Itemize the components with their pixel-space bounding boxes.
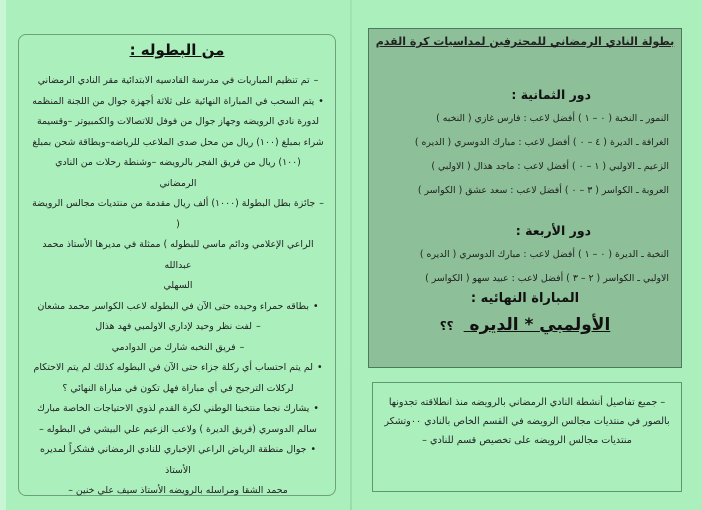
list-item: الرمضاني — [159, 177, 197, 189]
match-row: الغرافة ـ الديرة ( ٤ – ٠ ) أفضل لاعب : مبارك الدوسري ( الديره ) — [414, 137, 669, 148]
list-item: –لفت نظر وحيد لإداري الاولمبي فهد هذال — [95, 321, 261, 332]
note-line: بالصور في منتديات مجالس الرويضه في القسم الخاص بالنادي ٠٠وتشكر — [384, 416, 670, 427]
list-item: لركلات الترجيح في أي مباراة فهل تكون في مباراة النهائي ؟ — [62, 382, 294, 394]
match-row: النمور ـ النخبة ( ٠ – ١ ) أفضل لاعب : فارس غازي ( النخبه ) — [436, 113, 669, 124]
match-row: الزعيم ـ الاولبي ( ١ – ٠ ) أفضل لاعب : ماجد هذال ( الاولبي ) — [431, 161, 669, 172]
list-item: الراعي الإعلامي ودائم ماسي للبطوله ) ممثلة في مديرها الأستاذ محمد عبدالله — [42, 239, 314, 271]
list-item: –جائزة بطل البطولة (١٠٠٠) ألف ريال مقدمة من منتديات مجالس الرويضة ( — [32, 198, 324, 230]
list-item: •بطاقه حمراء وحيده حتى الآن في البطوله لاعب الكواسر محمد مشعان — [37, 300, 319, 312]
final-teams-text: الأولمبي * الديره — [469, 315, 611, 335]
list-item: •يشارك نجما منتخبنا الوطني لكرة القدم لذوي الاحتياجات الخاصة مبارك — [37, 403, 319, 414]
final-question: ؟؟ — [439, 319, 454, 333]
list-item: –تم تنظيم المباريات في مدرسة القادسيه الابتدائية مقر النادي الرمضاني — [37, 75, 319, 86]
match-row: الاولبي ـ الكواسر ( ٢ – ٣ ) أفضل لاعب : عبيد سهو ( الكواسر ) — [425, 273, 669, 284]
facts-list — [31, 71, 325, 502]
forum-note-panel — [372, 382, 682, 492]
list-item: السهلي — [163, 280, 193, 291]
final-title: المباراة النهائيه : — [470, 291, 580, 306]
list-item: –فريق النخبه شارك من الدوادمي — [111, 341, 245, 353]
quarter-final-title: دور الثمانية : — [511, 87, 591, 102]
facts-title: من البطوله : — [129, 41, 225, 59]
match-row: العروبة ـ الكواسر ( ٣ – ٠ ) أفضل لاعب : سعد عشق ( الكواسر ) — [417, 185, 669, 196]
note-line: – جميع تفاصيل أنشطة النادي الرمضاني بالرويضه منذ انطلاقته تجدونها — [388, 397, 666, 408]
final-teams — [369, 315, 681, 335]
scan-edge — [0, 0, 6, 510]
list-item: شراء بمبلغ (١٠٠) ريال من محل صدى الملاعب للرياضه–وبطاقة شحن بمبلغ — [32, 136, 324, 148]
fold-line — [350, 0, 352, 510]
list-item: محمد الشقا ومراسله بالرويضه الأستاذ سيف علي خنين – — [68, 485, 288, 496]
list-item: لدورة نادي الرويضه وجهاز جوال من فوفل للاتصالات والكمبيوتر –وقسيمة — [36, 116, 320, 127]
facts-panel — [18, 34, 336, 496]
results-panel — [368, 28, 682, 368]
match-row: النخبة ـ الديرة ( ٠ – ١ ) أفضل لاعب : مبارك الدوسري ( الديره ) — [419, 249, 669, 260]
semi-final-title: دور الأربعة : — [515, 223, 591, 238]
list-item: •لم يتم احتساب أي ركلة جزاء حتى الآن في البطوله كذلك لم يتم الاحتكام — [33, 362, 323, 373]
list-item: •جوال منطقة الرياض الراعي الإخباري للنادي الرمضاني فشكراً لمديره الأستاذ — [39, 444, 317, 476]
list-item: •يتم السحب في المباراة النهائية على ثلاثة أجهزة جوال من اللجنة المنظمه — [32, 95, 324, 107]
list-item: (١٠٠) ريال من فريق الفجر بالرويضه –وشنطة رحلات من النادي — [55, 157, 301, 168]
list-item: سالم الدوسري (فريق الديرة ) ولاعب الزعيم علي البيشي في البطوله – — [39, 423, 317, 435]
tournament-title: بطولة النادي الرمضاني للمحترفين لمداسيات كرة القدم — [375, 35, 675, 48]
note-line: منتديات مجالس الرويضه على تخصيص قسم للنادي – — [422, 435, 632, 446]
